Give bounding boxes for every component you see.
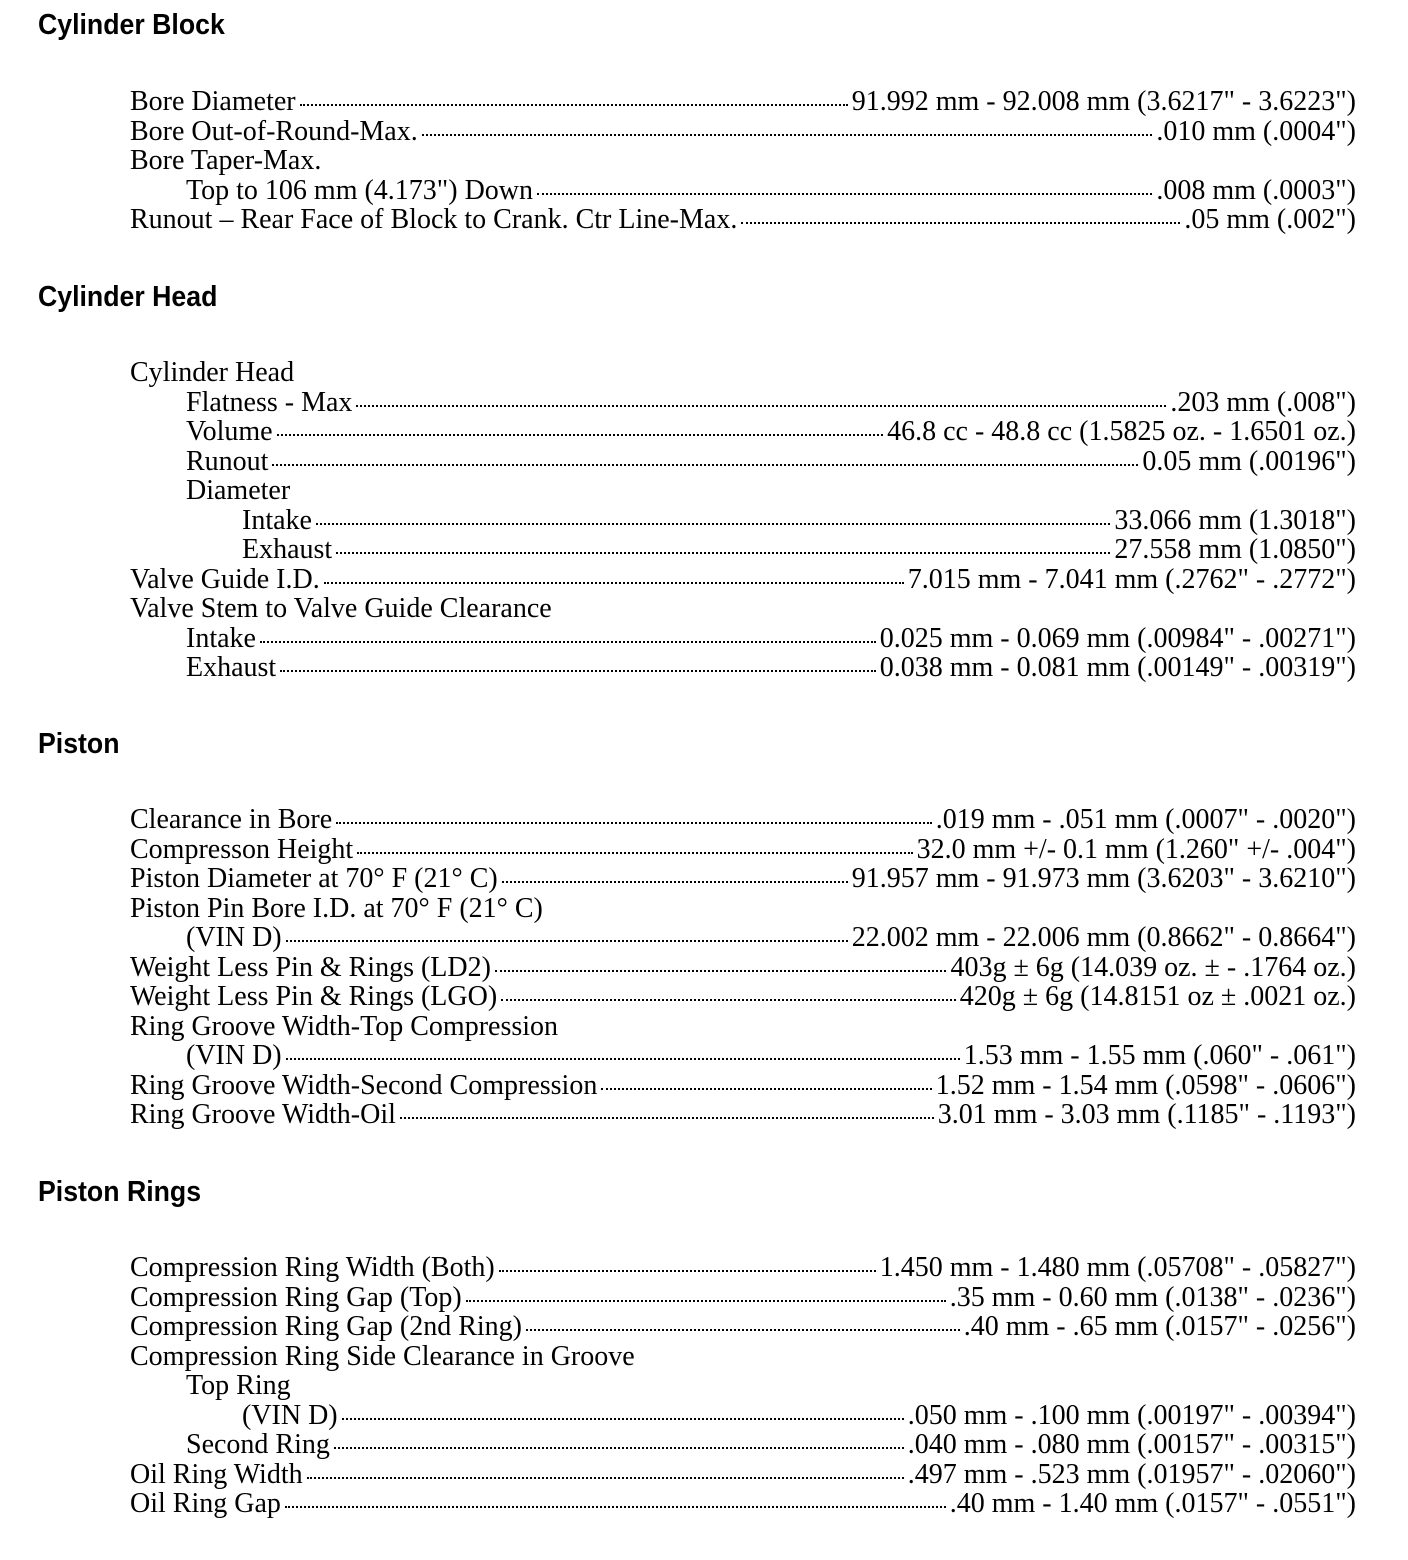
spec-value: .203 mm (.008") xyxy=(1170,386,1356,418)
spec-value: 22.002 mm - 22.006 mm (0.8662" - 0.8664") xyxy=(851,922,1356,953)
spec-label: Compression Ring Gap (Top) xyxy=(130,1281,462,1313)
dot-leader xyxy=(499,1268,876,1272)
spec-label: Exhaust xyxy=(186,652,277,683)
spec-value: 1.450 mm - 1.480 mm (.05708" - .05827") xyxy=(879,1252,1356,1283)
spec-value: 420g ± 6g (14.8151 oz ± .0021 oz.) xyxy=(959,981,1356,1012)
dot-leader xyxy=(342,1416,904,1420)
spec-row xyxy=(0,1041,1356,1071)
spec-row xyxy=(0,506,1356,536)
spec-label: Runout xyxy=(186,445,269,477)
dot-leader xyxy=(400,1115,934,1119)
spec-value: .40 mm - 1.40 mm (.0157" - .0551") xyxy=(949,1488,1356,1519)
spec-value: 1.52 mm - 1.54 mm (.0598" - .0606") xyxy=(935,1069,1356,1101)
spec-value: .010 mm (.0004") xyxy=(1156,115,1356,147)
spec-label: Oil Ring Width xyxy=(130,1458,303,1490)
spec-label: Compresson Height xyxy=(130,833,354,865)
section-title-piston: Piston xyxy=(38,728,120,760)
spec-row xyxy=(0,835,1356,865)
spec-label: Intake xyxy=(242,504,312,536)
spec-label: Intake xyxy=(186,622,256,654)
spec-label: Ring Groove Width-Oil xyxy=(130,1099,396,1130)
spec-subheading xyxy=(0,1342,1356,1372)
dot-leader xyxy=(260,639,876,643)
spec-value: 403g ± 6g (14.039 oz. ± - .1764 oz.) xyxy=(950,951,1356,983)
spec-subheading xyxy=(0,1371,1356,1401)
spec-value: .019 mm - .051 mm (.0007" - .0020") xyxy=(935,804,1356,835)
spec-label: Valve Guide I.D. xyxy=(130,563,320,595)
spec-value: 91.992 mm - 92.008 mm (3.6217" - 3.6223") xyxy=(851,86,1356,117)
spec-value: 0.05 mm (.00196") xyxy=(1142,445,1356,477)
spec-label: Piston Diameter at 70° F (21° C) xyxy=(130,863,498,894)
spec-value: .050 mm - .100 mm (.00197" - .00394") xyxy=(907,1399,1356,1431)
spec-row xyxy=(0,535,1356,565)
spec-value: 27.558 mm (1.0850") xyxy=(1114,534,1356,565)
spec-list-cylinder-head xyxy=(0,358,1408,683)
spec-value: .497 mm - .523 mm (.01957" - .02060") xyxy=(907,1458,1356,1490)
spec-label: (VIN D) xyxy=(242,1399,338,1431)
dot-leader xyxy=(336,820,932,824)
dot-leader xyxy=(324,580,904,584)
spec-label: Second Ring xyxy=(186,1429,330,1460)
dot-leader xyxy=(501,997,956,1001)
spec-label: Clearance in Bore xyxy=(130,804,333,835)
dot-leader xyxy=(280,668,876,672)
spec-row xyxy=(0,205,1356,235)
spec-value: .40 mm - .65 mm (.0157" - .0256") xyxy=(963,1311,1356,1342)
dot-leader xyxy=(272,462,1138,466)
spec-label: Diameter xyxy=(186,475,291,506)
spec-row xyxy=(0,1071,1356,1101)
spec-label: Compression Ring Side Clearance in Groove xyxy=(130,1340,635,1372)
spec-row xyxy=(0,624,1356,654)
spec-label: Compression Ring Width (Both) xyxy=(130,1252,495,1283)
spec-subheading xyxy=(0,146,1356,176)
spec-label: Weight Less Pin & Rings (LGO) xyxy=(130,981,498,1012)
spec-row xyxy=(0,447,1356,477)
spec-label: Volume xyxy=(186,416,273,447)
spec-row xyxy=(0,176,1356,206)
dot-leader xyxy=(285,1504,946,1508)
spec-subheading xyxy=(0,894,1356,924)
spec-value: .008 mm (.0003") xyxy=(1156,174,1356,206)
dot-leader xyxy=(495,968,946,972)
spec-label: Flatness - Max xyxy=(186,386,353,418)
dot-leader xyxy=(601,1086,931,1090)
spec-label: Ring Groove Width-Top Compression xyxy=(130,1010,559,1042)
spec-subheading xyxy=(0,358,1356,388)
spec-value: 91.957 mm - 91.973 mm (3.6203" - 3.6210") xyxy=(851,863,1356,894)
dot-leader xyxy=(466,1298,946,1302)
spec-value: 1.53 mm - 1.55 mm (.060" - .061") xyxy=(963,1040,1356,1071)
spec-row xyxy=(0,1430,1356,1460)
section-title-cylinder-block: Cylinder Block xyxy=(38,9,225,41)
dot-leader xyxy=(286,1056,960,1060)
spec-row xyxy=(0,117,1356,147)
section-title-piston-rings: Piston Rings xyxy=(38,1176,202,1208)
spec-label: Ring Groove Width-Second Compression xyxy=(130,1069,598,1101)
spec-row xyxy=(0,1312,1356,1342)
spec-label: Top Ring xyxy=(186,1370,291,1401)
spec-row xyxy=(0,953,1356,983)
spec-list-piston xyxy=(0,805,1408,1130)
spec-value: 0.038 mm - 0.081 mm (.00149" - .00319") xyxy=(879,652,1356,683)
spec-value: .040 mm - .080 mm (.00157" - .00315") xyxy=(907,1429,1356,1460)
spec-label: (VIN D) xyxy=(186,922,282,953)
dot-leader xyxy=(357,850,912,854)
dot-leader xyxy=(286,938,848,942)
spec-row xyxy=(0,805,1356,835)
spec-row xyxy=(0,1401,1356,1431)
spec-value: 46.8 cc - 48.8 cc (1.5825 oz. - 1.6501 oz.) xyxy=(887,416,1356,447)
dot-leader xyxy=(356,403,1166,407)
spec-label: Cylinder Head xyxy=(130,357,295,388)
spec-label: Bore Diameter xyxy=(130,86,296,117)
dot-leader xyxy=(741,220,1180,224)
spec-label: Valve Stem to Valve Guide Clearance xyxy=(130,593,552,624)
dot-leader xyxy=(502,879,848,883)
spec-subheading xyxy=(0,594,1356,624)
spec-label: Weight Less Pin & Rings (LD2) xyxy=(130,951,491,983)
spec-value: 0.025 mm - 0.069 mm (.00984" - .00271") xyxy=(879,622,1356,654)
dot-leader xyxy=(336,550,1110,554)
spec-value: 7.015 mm - 7.041 mm (.2762" - .2772") xyxy=(907,563,1356,595)
dot-leader xyxy=(334,1445,904,1449)
spec-value: 32.0 mm +/- 0.1 mm (1.260" +/- .004") xyxy=(916,833,1356,865)
spec-row xyxy=(0,388,1356,418)
spec-row xyxy=(0,417,1356,447)
spec-label: Oil Ring Gap xyxy=(130,1488,281,1519)
spec-row xyxy=(0,1489,1356,1519)
spec-value: .35 mm - 0.60 mm (.0138" - .0236") xyxy=(949,1281,1356,1313)
dot-leader xyxy=(316,521,1110,525)
dot-leader xyxy=(307,1475,904,1479)
spec-row xyxy=(0,923,1356,953)
spec-label: Piston Pin Bore I.D. at 70° F (21° C) xyxy=(130,892,543,924)
spec-value: 3.01 mm - 3.03 mm (.1185" - .1193") xyxy=(937,1099,1356,1130)
dot-leader xyxy=(422,132,1153,136)
spec-row xyxy=(0,653,1356,683)
spec-label: Bore Taper-Max. xyxy=(130,145,322,176)
spec-subheading xyxy=(0,1012,1356,1042)
spec-row xyxy=(0,1100,1356,1130)
spec-label: Runout – Rear Face of Block to Crank. Ctr Line-Max. xyxy=(130,204,738,235)
spec-label: (VIN D) xyxy=(186,1040,282,1071)
spec-row xyxy=(0,1253,1356,1283)
section-title-cylinder-head: Cylinder Head xyxy=(38,281,218,313)
spec-value: .05 mm (.002") xyxy=(1184,204,1356,235)
spec-row xyxy=(0,87,1356,117)
dot-leader xyxy=(277,432,884,436)
spec-label: Bore Out-of-Round-Max. xyxy=(130,115,418,147)
spec-value: 33.066 mm (1.3018") xyxy=(1114,504,1356,536)
dot-leader xyxy=(526,1327,960,1331)
spec-row xyxy=(0,565,1356,595)
spec-row xyxy=(0,982,1356,1012)
spec-label: Compression Ring Gap (2nd Ring) xyxy=(130,1311,522,1342)
spec-label: Exhaust xyxy=(242,534,333,565)
spec-label: Top to 106 mm (4.173") Down xyxy=(186,174,534,206)
spec-subheading xyxy=(0,476,1356,506)
spec-list-piston-rings xyxy=(0,1253,1408,1519)
spec-row xyxy=(0,864,1356,894)
spec-row xyxy=(0,1460,1356,1490)
spec-list-cylinder-block xyxy=(0,87,1408,235)
spec-row xyxy=(0,1283,1356,1313)
dot-leader xyxy=(300,102,848,106)
dot-leader xyxy=(537,191,1152,195)
